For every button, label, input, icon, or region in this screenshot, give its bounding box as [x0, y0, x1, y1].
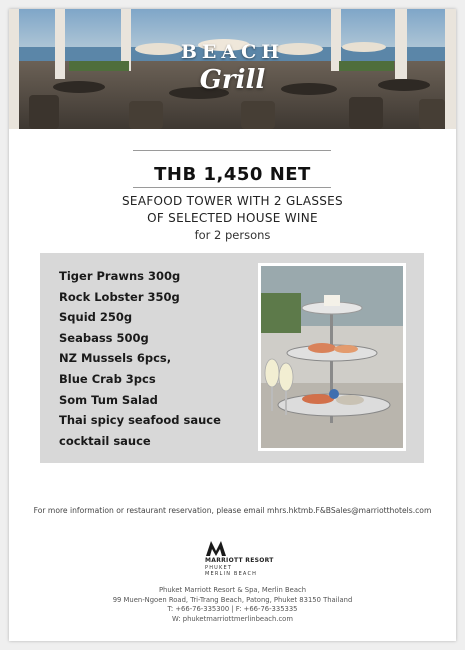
menu-item: Squid 250g [59, 310, 133, 325]
headline-line-1: SEAFOOD TOWER WITH 2 GLASSES [122, 194, 343, 208]
offer-headline [9, 193, 456, 227]
hero-photo [9, 9, 456, 129]
headline-line-2: OF SELECTED HOUSE WINE [147, 211, 318, 225]
brand-name: MARRIOTT RESORT [205, 557, 274, 564]
marriott-m-logo-icon [205, 539, 227, 557]
menu-flyer [9, 9, 456, 641]
menu-item: Blue Crab 3pcs [59, 371, 156, 386]
menu-item: Tiger Prawns 300g [59, 269, 181, 283]
menu-item: cocktail sauce [59, 433, 151, 448]
address-line: Phuket Marriott Resort & Spa, Merlin Beach [158, 586, 307, 594]
divider-bottom [133, 187, 331, 188]
divider-top [133, 150, 331, 151]
menu-box [40, 253, 424, 463]
seafood-tower-photo [258, 263, 406, 451]
website-line: W: phuketmarriottmerlinbeach.com [172, 614, 293, 623]
phone-fax-line: T: +66-76-335300 | F: +66-76-335335 [167, 605, 298, 613]
reservation-note: For more information or restaurant reservation, please email mhrs.hktmb.F&BSales@marriotthotels.com [33, 506, 432, 515]
menu-item: Seabass 500g [59, 330, 149, 345]
menu-item: Rock Lobster 350g [59, 289, 180, 304]
address-line: 99 Muen-Ngoen Road, Tri-Trang Beach, Patong, Phuket 83150 Thailand [112, 595, 353, 604]
seafood-tower-image [258, 263, 406, 451]
logo-grill-text: Grill [199, 65, 266, 95]
persons-note: for 2 persons [194, 228, 271, 242]
menu-item: NZ Mussels 6pcs, [59, 351, 172, 366]
brand-location: PHUKET [205, 565, 233, 571]
logo-beach-text: BEACH [180, 41, 285, 63]
menu-item: Som Tum Salad [59, 392, 158, 407]
price-heading: THB 1,450 NET [154, 164, 311, 185]
address-block [9, 586, 456, 624]
menu-item: Thai spicy seafood sauce [59, 413, 221, 428]
menu-items-list [59, 266, 221, 451]
brand-property: MERLIN BEACH [205, 571, 258, 577]
